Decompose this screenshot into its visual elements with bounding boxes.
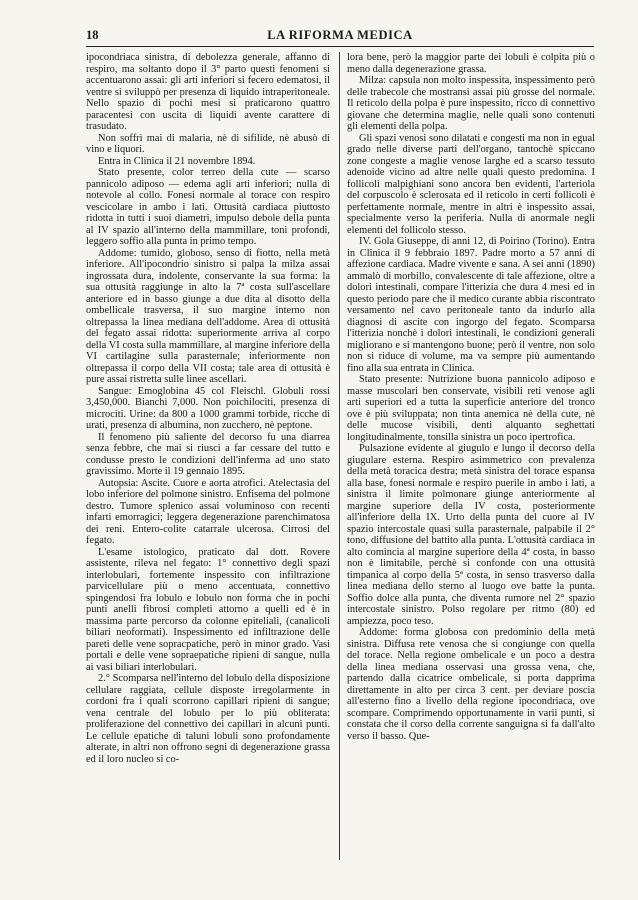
paragraph: IV. Gola Giuseppe, di anni 12, di Poirino (Torino). Entra in Clinica il 9 febbraio 1897. Padre morto a 57 anni di affezione cardiaca. Madre vivente e sana. A sei anni (1890) ammalò di morbillo, convalescente di tale affezione, oltre a dolori intestinali, compare l'itterizia che dura 4 mesi ed in questo periodo pare che il medico curante abbia riscontrato versamento nel cavo peritoneale tanto da indurlo alla diagnosi di ascite con ingorgo del fegato. Scomparsa l'itterizia nonchè i dolori intestinali, le condizioni generali migliorano e si mantengono buone; però il ventre, non solo non si riduce di volume, ma va sempre più aumentando fino alla sua entrata in Clinica. <box>347 236 595 374</box>
paragraph: Pulsazione evidente al giugulo e lungo il decorso della giugulare esterna. Respiro asimmetrico con prevalenza della metà toracica destra; metà sinistra del torace espansa alla base, fonesi normale e respiro puerile in ambo i lati, a sinistra il limite polmonare giunge anteriormente al margine superiore della IV costa, posteriormente all'inferiore della IX. Urto della punta del cuore al IV spazio intercostale quasi sulla parasternale, palpabile il 2° tono, diffusione del battito alla punta. L'ottusità cardiaca in alto comincia al margine superiore della 4ª costa, in basso non è limitabile, perchè si confonde con una ottusità timpanica al corpo della 5ª costa, in senso trasverso dalla linea mediana dello sterno al luogo ove batte la punta. Soffio dolce alla punta, che diventa rumore nel 2° spazio intercostale sinistro. Polso regolare per ritmo (80) ed ampiezza, poco teso. <box>347 443 595 627</box>
paragraph: Autopsia: Ascite. Cuore e aorta atrofici. Atelectasia del lobo inferiore del polmone sinistro. Enfisema del polmone destro. Tumore splenico assai voluminoso con recenti infarti emorragici; leggera degenerazione parenchimatosa dei reni. Entero-colite catarrale ulcerosa. Cirrosi del fegato. <box>86 477 330 546</box>
paragraph: Gli spazi venosi sono dilatati e congesti ma non in egual grado nelle diverse parti dell'organo, tantochè spiccano zone congeste a maglie venose larghe ed a scarso tessuto adenoide vicino ad altre nelle quali questo predomina. I follicoli malpighiani sono ancora ben evidenti, l'arteriola del corpuscolo è sclerosata ed il reticolo in certi follicoli è perfettamente normale, mentre in altri è inspessito assai, specialmente verso la periferia. Nulla di anormale negli elementi del follicolo stesso. <box>347 132 595 236</box>
column-divider <box>339 52 340 860</box>
paragraph: Stato presente: Nutrizione buona pannicolo adiposo e masse muscolari ben conservate, visibili reti venose agli arti superiori ed a tutta la superficie anteriore del tronco ove è più sviluppata; non tinta anemica nè della cute, nè delle mucose visibili, denti alquanto seghettati longitudinalmente, tonsilla sinistra un poco ipertrofica. <box>347 374 595 443</box>
paragraph: Stato presente, color terreo della cute — scarso pannicolo adiposo — edema agli arti inferiori; nulla di notevole al collo. Fonesi normale al torace con respiro vescicolare in ambo i lati. Ottusità cardiaca piuttosto ridotta in tutti i suoi diametri, impulso debole della punta al IV spazio all'interno della mammillare, toni profondi, leggero soffio alla punta in primo tempo. <box>86 167 330 247</box>
paragraph: Addome: forma globosa con predominio della metà sinistra. Diffusa rete venosa che si congiunge con quella del torace. Nella regione ombelicale e un poco a destra della linea mediana osservasi una grossa vena, che, partendo dalla cicatrice ombelicale, si porta dapprima direttamente in alto per circa 3 cent. per deviare poscia all'esterno fino a livello della regione ipocondriaca, ove scompare. Comprimendo opportunamente in varii punti, si constata che il corso della corrente sanguigna si fa dall'alto verso il basso. Que- <box>347 627 595 742</box>
right-column <box>347 52 595 742</box>
paragraph: L'esame istologico, praticato dal dott. Rovere assistente, rileva nel fegato: 1° connettivo degli spazi interlobulari, fortemente inspessito con infiltrazione parvicellulare più o meno accentuata, connettivo spingendosi fra lobulo e lobulo non forma che in pochi punti anelli fibrosi completi attorno a quelli ed è in massima parte percorso da colonne epiteliali, (canalicoli biliari neoformati). Inspessimento ed infiltrazione delle pareti delle vene sopracpatiche, però in minor grado. Vasi portali e delle vene sopraepatiche ripieni di sangue, nulla ai vasi biliari interlobulari. <box>86 546 330 673</box>
paragraph: Entra in Clinica il 21 novembre 1894. <box>98 155 256 167</box>
running-header <box>86 26 594 47</box>
page-number: 18 <box>86 28 99 42</box>
journal-title: LA RIFORMA MEDICA <box>267 28 413 42</box>
paragraph: Addome: tumido, globoso, senso di fiotto, nella metà inferiore. All'ipocondrio sinistro si palpa la milza assai ingrossata dura, indolente, conservante la sua forma: la sua ottusità raggiunge in alto la 7ª costa sull'ascellare anteriore ed in basso giunge a due dita al disotto della ombellicale trasversa, il suo margine interno non oltrepassa la linea mediana dell'addome. Area di ottusità del fegato assai ridotta: superiormente arriva al corpo della VI costa sulla mammillare, al margine inferiore della VI cartilagine sulla parasternale; inferiormente non oltrepassa il corpo della VII costa; tale area di ottusità è pure assai ristretta sulle linee ascellari. <box>86 247 330 385</box>
paragraph: 2.° Scomparsa nell'interno del lobulo della disposizione cellulare raggiata, cellule disposte irregolarmente in cordoni fra i quali scorrono capillari ripieni di sangue; vena centrale del lobulo per lo più obliterata: proliferazione del connettivo dei capillari in alcuni punti. Le cellule epatiche di taluni lobuli sono profondamente alterate, in altri non offrono segni di degenerazione grassa ed il loro nucleo si co- <box>86 673 330 765</box>
paragraph: Milza: capsula non molto inspessita, inspessimento però delle trabecole che mostransi assai più grosse del normale. Il reticolo della polpa è pure inspessito, ricco di connettivo giovane che determina maglie, nelle quali sono contenuti gli elementi della polpa. <box>347 75 595 132</box>
paragraph: Sangue: Emoglobina 45 col Fleischl. Globuli rossi 3,450,000. Bianchi 7,000. Non poichilociti, presenza di microciti. Urine: da 800 a 1000 grammi torbide, ricche di urati, presenza di albumina, non zucchero, nè peptone. <box>86 385 330 431</box>
paragraph: lora bene, però la maggior parte dei lobuli è colpita più o meno dalla degenerazione grassa. <box>347 52 595 75</box>
left-column <box>86 52 330 765</box>
paragraph: Non soffrì mai di malaria, nè di sifilide, nè abusò di vino e liquori. <box>86 132 330 155</box>
paragraph: ipocondriaca sinistra, di debolezza generale, affanno di respiro, ma soltanto dopo il 3° parto questi fenomeni si accentuarono assai: gli arti inferiori si fecero edematosi, il ventre si sviluppò per presenza di liquido intraperitoneale. Nello spazio di pochi mesi si praticarono quattro paracentesi con uscita di liquidi avente carattere di trasudato. <box>86 52 330 132</box>
paragraph: Il fenomeno più saliente del decorso fu una diarrea senza febbre, che mai si riuscì a far cessare del tutto e condusse presto le condizioni dell'inferma ad uno stato gravissimo. Morte il 19 gennaio 1895. <box>86 431 330 477</box>
